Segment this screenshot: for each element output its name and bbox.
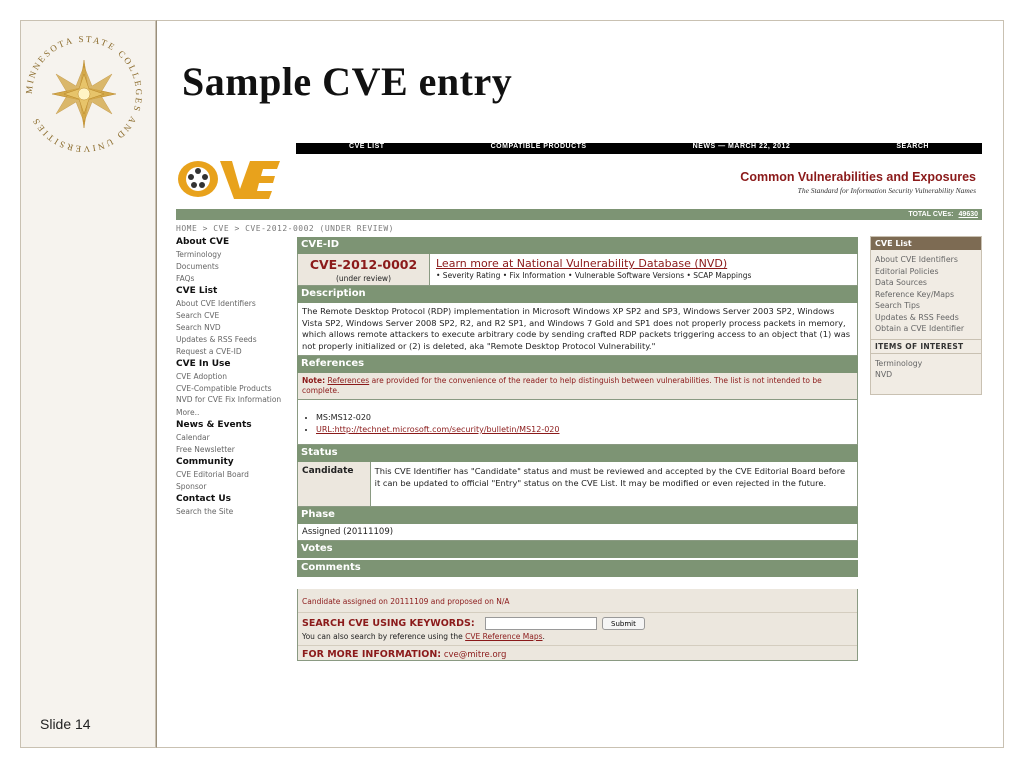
description-header: Description [297, 286, 858, 303]
nav-item[interactable]: Request a CVE-ID [176, 347, 242, 356]
right-nav-item[interactable]: NVD [875, 370, 893, 379]
left-nav [176, 236, 288, 518]
nvd-link[interactable]: Learn more at National Vulnerability Database (NVD) [436, 257, 728, 270]
search-label: SEARCH CVE USING KEYWORDS: [302, 618, 475, 629]
footer-area [297, 589, 858, 661]
nav-item[interactable]: FAQs [176, 274, 195, 283]
nav-heading-news[interactable]: News & Events [176, 420, 252, 430]
reference-maps-link[interactable]: CVE Reference Maps [465, 632, 543, 641]
right-nav-item[interactable]: Updates & RSS Feeds [875, 312, 959, 322]
nav-item[interactable]: More.. [176, 408, 200, 417]
right-nav-item[interactable]: Terminology [875, 358, 923, 368]
total-cves-value[interactable]: 49630 [958, 211, 978, 218]
phase-header: Phase [297, 507, 858, 524]
slide-number: Slide 14 [40, 716, 91, 732]
nav-item[interactable]: CVE-Compatible Products [176, 384, 272, 393]
assigned-note: Candidate assigned on 20111109 and proposed on N/A [298, 589, 857, 613]
cve-entry [297, 237, 858, 661]
right-nav [870, 236, 982, 395]
breadcrumb: HOME > CVE > CVE-2012-0002 (UNDER REVIEW) [176, 224, 394, 233]
nav-news[interactable]: NEWS — MARCH 22, 2012 [692, 143, 791, 150]
cve-id-cell [298, 254, 430, 285]
references-note [297, 373, 858, 400]
cve-logo-icon[interactable] [176, 155, 280, 203]
references-header: References [297, 356, 858, 373]
nav-item[interactable]: Terminology [176, 250, 222, 259]
nav-search[interactable]: SEARCH [896, 143, 929, 150]
search-note-suffix: . [542, 632, 545, 641]
status-text: This CVE Identifier has "Candidate" status and must be reviewed and accepted by the CVE Editorial Board before it can be updated to official "Entry" status on the CVE List. It may be modified or even rejected in the future. [374, 466, 846, 488]
brand-subtitle: The Standard for Information Security Vulnerability Names [797, 186, 976, 195]
right-nav-header[interactable]: CVE List [871, 237, 981, 250]
items-of-interest-header: ITEMS OF INTEREST [871, 339, 981, 354]
more-info-label: FOR MORE INFORMATION: [302, 649, 442, 660]
nav-item[interactable]: Search CVE [176, 311, 220, 320]
nvd-cell [430, 254, 757, 285]
right-nav-item[interactable]: Search Tips [875, 301, 920, 310]
right-nav-item[interactable]: Data Sources [875, 278, 927, 287]
cve-brand [740, 170, 976, 195]
nvd-features: • Severity Rating • Fix Information • Vulnerable Software Versions • SCAP Mappings [436, 271, 752, 280]
nav-heading-community[interactable]: Community [176, 457, 234, 467]
right-nav-item[interactable]: About CVE Identifiers [875, 255, 958, 264]
note-text: are provided for the convenience of the reader to help distinguish between vulnerabilities. The list is not intended to be complete. [302, 376, 822, 395]
total-cves-label: TOTAL CVEs: [908, 211, 954, 218]
nav-heading-cve-list[interactable]: CVE List [176, 286, 218, 296]
nav-cve-list[interactable]: CVE LIST [349, 143, 385, 150]
more-info-row [298, 646, 857, 660]
brand-title: Common Vulnerabilities and Exposures [740, 170, 976, 184]
nav-item[interactable]: Free Newsletter [176, 445, 235, 454]
status-label: Candidate [298, 462, 371, 506]
cve-id-header: CVE-ID [297, 237, 858, 254]
submit-button[interactable]: Submit [602, 617, 645, 630]
status-row [297, 462, 858, 507]
nav-item[interactable]: CVE Adoption [176, 372, 227, 381]
nav-heading-cve-in-use[interactable]: CVE In Use [176, 359, 231, 369]
total-cves-bar [176, 209, 982, 220]
nav-item[interactable]: Updates & RSS Feeds [176, 335, 257, 344]
reference-item [316, 424, 853, 436]
nav-item[interactable]: Documents [176, 262, 219, 271]
more-info-email[interactable]: cve@mitre.org [443, 650, 507, 660]
reference-item [316, 412, 853, 424]
comments-header: Comments [297, 560, 858, 577]
status-header: Status [297, 445, 858, 462]
nav-item[interactable]: Calendar [176, 433, 210, 442]
reference-url-link[interactable]: URL:http://technet.microsoft.com/security/bulletin/MS12-020 [316, 425, 560, 434]
cve-id: CVE-2012-0002 [309, 257, 418, 272]
phase-value: Assigned (20111109) [297, 524, 858, 541]
reference-ms: MS:MS12-020 [316, 413, 371, 422]
nav-heading-about[interactable]: About CVE [176, 237, 230, 247]
search-section [298, 613, 857, 646]
nav-item[interactable]: NVD for CVE Fix Information [176, 395, 282, 404]
nav-compatible-products[interactable]: COMPATIBLE PRODUCTS [490, 143, 587, 150]
references-list [297, 400, 858, 445]
votes-header: Votes [297, 541, 858, 558]
search-input[interactable] [485, 617, 597, 630]
cve-id-row [297, 254, 858, 286]
nav-item[interactable]: CVE Editorial Board [176, 470, 249, 479]
note-references-link[interactable]: References [327, 376, 370, 385]
right-nav-item[interactable]: Obtain a CVE Identifier [875, 324, 965, 333]
nav-item[interactable]: Search the Site [176, 507, 234, 516]
slide-title: Sample CVE entry [182, 59, 513, 104]
right-nav-item[interactable]: Editorial Policies [875, 266, 939, 276]
nav-heading-contact[interactable]: Contact Us [176, 494, 232, 504]
university-seal-icon [20, 30, 148, 158]
right-nav-item[interactable]: Reference Key/Maps [875, 289, 955, 299]
nav-item[interactable]: Sponsor [176, 482, 207, 491]
review-status: (under review) [335, 274, 391, 283]
search-note [302, 632, 853, 641]
search-note-prefix: You can also search by reference using the [302, 632, 466, 641]
nav-item[interactable]: About CVE Identifiers [176, 299, 256, 308]
description-text: The Remote Desktop Protocol (RDP) implementation in Microsoft Windows XP SP2 and SP3, Windows Server 2003 SP2, Windows Vista SP2, Windows Server 2008 SP2, R2, and R2 SP1, and Windows 7 Gold and SP1 does not properly process packets in memory, which allows remote attackers to execute arbitrary code by sending crafted RDP packets triggering access to an object that (1) was not properly initialized or (2) is deleted, aka "Remote Desktop Protocol Vulnerability." [297, 303, 858, 356]
cve-top-nav [296, 143, 982, 154]
seal-text: MINNESOTA STATE COLLEGES AND UNIVERSITIES [23, 33, 145, 155]
nav-item[interactable]: Search NVD [176, 323, 221, 332]
note-label: Note: [302, 376, 326, 385]
